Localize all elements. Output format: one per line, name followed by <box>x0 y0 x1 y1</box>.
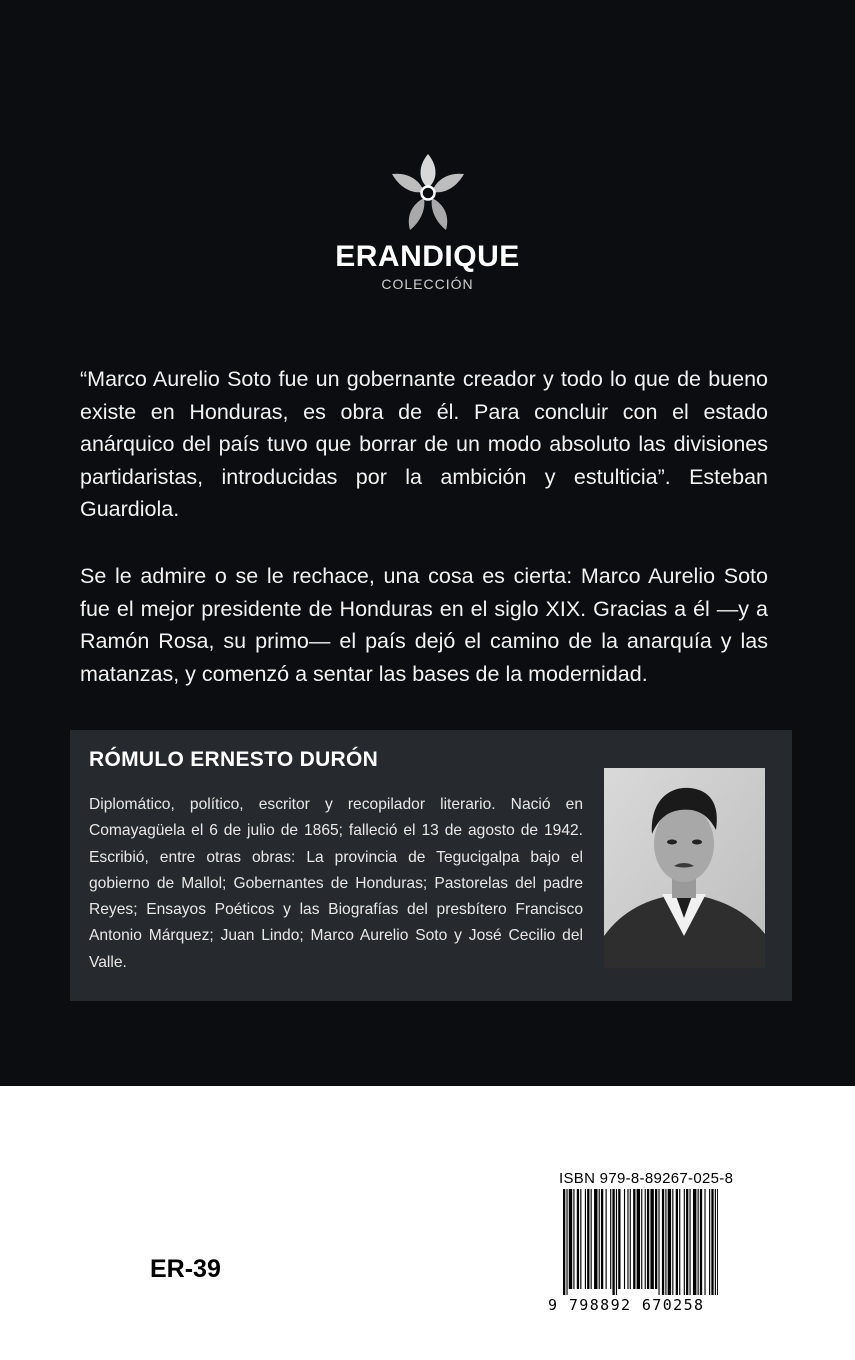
barcode-bar <box>641 1189 642 1289</box>
barcode-bar <box>606 1189 607 1289</box>
barcode-bar <box>700 1189 702 1295</box>
barcode-bar <box>662 1189 664 1295</box>
barcode-bar <box>655 1189 657 1289</box>
barcode-bar <box>563 1189 565 1295</box>
barcode-bar <box>665 1189 666 1295</box>
barcode-bar <box>569 1189 572 1289</box>
barcode-bar <box>594 1189 597 1289</box>
barcode-bar <box>709 1189 710 1295</box>
barcode-bar <box>676 1189 678 1295</box>
barcode-bar <box>650 1189 653 1289</box>
barcode-bar <box>630 1189 631 1289</box>
barcode-bar <box>690 1189 691 1295</box>
author-name: RÓMULO ERNESTO DURÓN <box>89 748 379 771</box>
barcode-bar <box>672 1189 673 1295</box>
collection-logo <box>0 152 855 292</box>
barcode-bar <box>647 1189 649 1289</box>
barcode-bar <box>668 1189 671 1295</box>
barcode-bar <box>624 1189 625 1289</box>
barcode-bar <box>645 1189 646 1289</box>
barcode-bar <box>601 1189 603 1289</box>
isbn-barcode <box>563 1189 718 1295</box>
barcode-bar <box>679 1189 680 1295</box>
barcode-bar <box>612 1189 614 1295</box>
barcode-bar <box>698 1189 699 1295</box>
ean-digits: 9 798892 670258 <box>548 1296 705 1314</box>
barcode-bar <box>587 1189 589 1289</box>
barcode-bar <box>610 1189 611 1289</box>
isbn-label: ISBN 979-8-89267-025-8 <box>559 1170 734 1187</box>
barcode-bar <box>627 1189 628 1289</box>
barcode-bar <box>715 1189 716 1295</box>
barcode-bar <box>573 1189 574 1289</box>
flower-icon <box>390 152 466 234</box>
barcode-bar <box>686 1189 688 1295</box>
barcode-bar <box>616 1189 617 1295</box>
quote-paragraph: “Marco Aurelio Soto fue un gobernante creador y todo lo que de bueno existe en Honduras, es obra de él. Para concluir con el estado anárquico del país tuvo que borrar de un modo absoluto las divisiones partidaristas, introducidas por la ambición y estulticia”. Esteban Guardiola. <box>80 367 768 521</box>
barcode-bar <box>658 1189 659 1295</box>
series-code: ER-39 <box>150 1255 221 1283</box>
barcode-bar <box>566 1189 567 1295</box>
barcode-bar <box>711 1189 713 1295</box>
barcode-bar <box>618 1189 620 1289</box>
barcode-bar <box>684 1189 685 1295</box>
barcode-bar <box>637 1189 640 1289</box>
barcode-bar <box>577 1189 579 1289</box>
brand-name: ERANDIQUE <box>335 240 520 273</box>
barcode-bar <box>633 1189 635 1289</box>
author-box <box>70 730 792 1001</box>
barcode-bar <box>717 1189 718 1295</box>
author-portrait <box>604 768 765 968</box>
barcode-bar <box>580 1189 581 1289</box>
summary-paragraph: Se le admire o se le rechace, una cosa es cierta: Marco Aurelio Soto fue el mejor presidente de Honduras en el siglo XIX. Gracias a él —y a Ramón Rosa, su primo— el país dejó el camino de la anarquía y las matanzas, y comenzó a sentar las bases de la modernidad. <box>80 564 768 686</box>
barcode-bar <box>693 1189 696 1295</box>
brand-subtitle: COLECCIÓN <box>381 276 474 292</box>
barcode-bar <box>585 1189 586 1289</box>
barcode-bar <box>591 1189 592 1289</box>
barcode-bar <box>599 1189 600 1289</box>
author-bio: Diplomático, político, escritor y recopilador literario. Nació en Comayagüela el 6 de julio de 1865; falleció el 13 de agosto de 1942. Escribió, entre otras obras: La provincia de Tegucigalpa bajo el gobierno de Mallol; Gobernantes de Honduras; Pastorelas del padre Reyes; Ensayos Poéticos y las Biografías del presbítero Francisco Antonio Márquez; Juan Lindo; Marco Aurelio Soto y José Cecilio del Valle. <box>89 796 583 971</box>
barcode-bar <box>704 1189 705 1295</box>
